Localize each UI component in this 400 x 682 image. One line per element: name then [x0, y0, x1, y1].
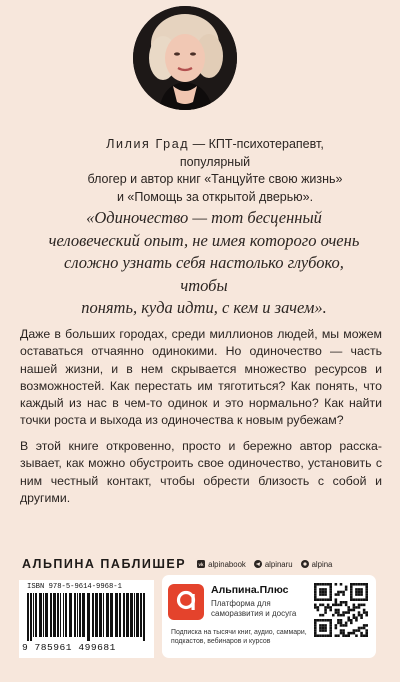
author-photo	[133, 6, 237, 110]
circle-icon	[301, 560, 309, 568]
quote-block	[44, 207, 364, 320]
bio-line-3: и «Помощь за открытой дверью».	[116, 189, 314, 204]
author-bio	[70, 136, 360, 206]
social-telegram[interactable]	[254, 560, 293, 569]
qr-code[interactable]	[314, 583, 368, 637]
publisher-row	[22, 556, 382, 572]
description-paragraph-2: В этой книге откровенно, просто и бережно автор рассказывает, как можно обустроить свое одиночество, установить с ним честный контакт, чтобы обрести близость с собой и другими.	[20, 439, 382, 505]
social-other[interactable]	[301, 560, 333, 569]
publisher-logo: АЛЬПИНА ПАБЛИШЕР	[22, 557, 187, 571]
quote-line: сложно узнать себя настолько глубоко, чтобы	[64, 253, 344, 295]
alpina-plus-card[interactable]	[162, 575, 376, 658]
quote-line: понять, куда идти, с кем и зачем».	[81, 298, 327, 317]
description-paragraph-1: Даже в больших городах, среди миллионов людей, мы можем оставаться отчаянно одинокими. Но одиночество — часть нашей жизни, и в нем скрывается множество ресурсов и возможностей. Как перестать им тяготиться? Как понять, что каждый из нас в чем-то одинок и это нормально? Как найти точки роста и выхода из одиночества к новым рубежам?	[20, 327, 382, 428]
author-name: Лилия Град	[106, 137, 190, 151]
social-label: alpinabook	[208, 559, 246, 569]
social-vk[interactable]	[197, 560, 246, 569]
ean-digits: 9 785961 499681	[22, 642, 116, 653]
social-label: alpina	[311, 559, 333, 569]
vk-icon	[197, 560, 205, 568]
social-links	[197, 560, 332, 569]
telegram-icon	[254, 560, 262, 568]
alpina-plus-note: Подписка на тысячи книг, аудио, саммари, подкастов, вебинаров и курсов	[171, 629, 307, 645]
quote-line: человеческий опыт, не имея которого очень	[48, 230, 360, 250]
alpina-plus-logo	[168, 584, 204, 620]
barcode	[19, 580, 154, 658]
bio-line-2: блогер и автор книг «Танцуйте свою жизнь»	[87, 172, 343, 186]
bio-line-1: — КПТ-психотерапевт, популярный	[179, 137, 324, 169]
isbn-text: ISBN 978-5-9614-9968-1	[27, 583, 122, 591]
social-label: alpinaru	[264, 559, 293, 569]
quote-line: «Одиночество — тот бесценный	[86, 208, 322, 227]
alpina-plus-description: Платформа для саморазвития и досуга	[211, 599, 297, 618]
svg-text:vk: vk	[198, 561, 204, 567]
barcode-bars	[25, 593, 149, 641]
alpina-plus-title: Альпина.Плюс	[211, 584, 289, 596]
